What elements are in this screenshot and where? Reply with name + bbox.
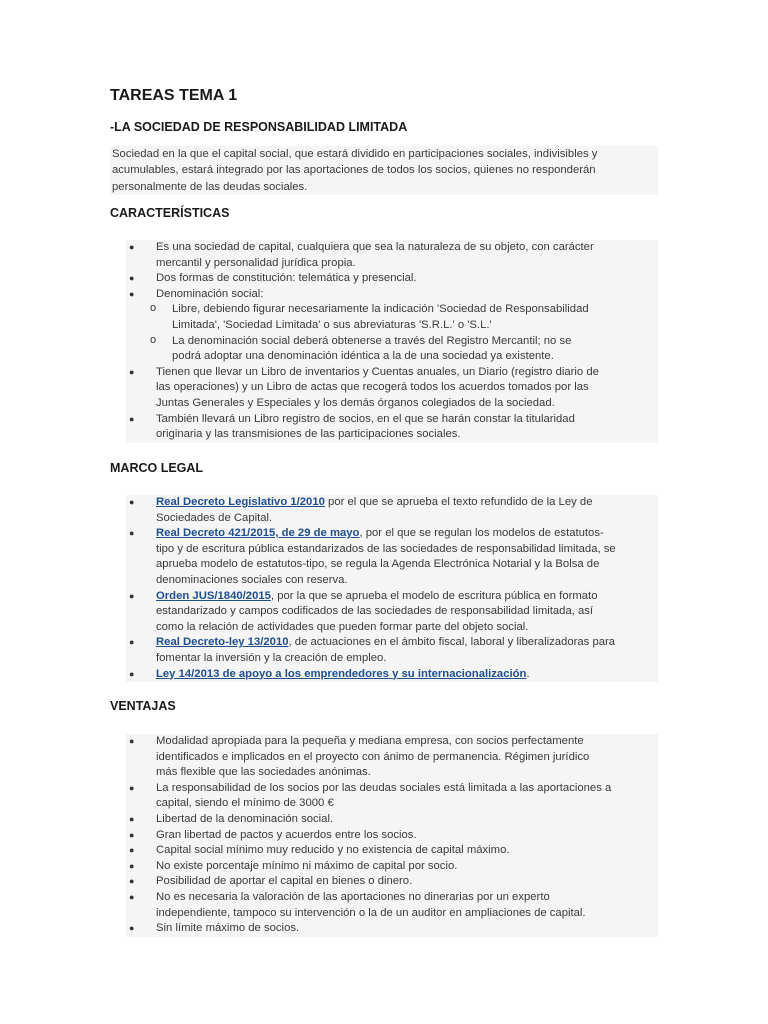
list-item bbox=[126, 526, 658, 588]
list-item bbox=[126, 495, 658, 526]
list-item-text: las operaciones) y un Libro de actas que recogerá todos los acuerdos tomados por las bbox=[156, 381, 589, 394]
bullet-icon: ● bbox=[129, 876, 135, 887]
list-item bbox=[126, 667, 658, 683]
list-item-text: capital, siendo el mínimo de 3000 € bbox=[156, 797, 334, 810]
bullet-icon: ● bbox=[129, 413, 135, 424]
bullet-icon: ● bbox=[129, 782, 135, 793]
list-item-text: Modalidad apropiada para la pequeña y mediana empresa, con socios perfectamente bbox=[156, 735, 584, 747]
list-item-text: . bbox=[526, 667, 530, 680]
bullet-icon: ● bbox=[129, 668, 135, 679]
list-item-text: fomentar la inversión y la creación de empleo. bbox=[156, 651, 387, 664]
list-item-text: Sociedades de Capital. bbox=[156, 511, 273, 524]
sub-item-text: podrá adoptar una denominación idéntica a la de una sociedad ya existente. bbox=[172, 350, 554, 363]
page-title: TAREAS TEMA 1 bbox=[110, 87, 238, 104]
law-link[interactable]: Real Decreto Legislativo 1/2010 bbox=[156, 496, 325, 508]
heading-caracteristicas: CARACTERÍSTICAS bbox=[110, 206, 230, 220]
bullet-icon: ● bbox=[129, 288, 135, 299]
sub-list-item bbox=[126, 302, 658, 333]
list-item-text: identificados e implicados en el proyecto con ánimo de permanencia. Régimen jurídico bbox=[156, 750, 590, 763]
list-item-text: No existe porcentaje mínimo ni máximo de capital por socio. bbox=[156, 859, 458, 872]
list-item-text: Gran libertad de pactos y acuerdos entre los socios. bbox=[156, 828, 417, 841]
intro-paragraph bbox=[110, 146, 658, 195]
law-link[interactable]: Real Decreto 421/2015, de 29 de mayo bbox=[156, 527, 360, 540]
list-item bbox=[126, 812, 658, 828]
circle-bullet-icon: o bbox=[150, 333, 157, 346]
list-item-text: Posibilidad de aportar el capital en bienes o dinero. bbox=[156, 875, 413, 888]
intro-line: personalmente de las deudas sociales. bbox=[112, 180, 308, 193]
list-item bbox=[126, 271, 658, 287]
list-item bbox=[126, 828, 658, 844]
heading-marco-legal: MARCO LEGAL bbox=[110, 461, 204, 475]
intro-line: acumulables, estará integrado por las aportaciones de todos los socios, quienes no responderán bbox=[112, 164, 596, 177]
bullet-icon: ● bbox=[129, 891, 135, 902]
bullet-icon: ● bbox=[129, 590, 135, 601]
sub-item-text: Limitada', 'Sociedad Limitada' o sus abreviaturas 'S.R.L.' o 'S.L.' bbox=[172, 318, 492, 331]
list-item-text: mercantil y personalidad jurídica propia. bbox=[156, 256, 356, 269]
list-item-text: Dos formas de constitución: telemática y presencial. bbox=[156, 272, 417, 285]
list-item bbox=[126, 240, 658, 271]
list-item-text: No es necesaria la valoración de las aportaciones no dinerarias por un experto bbox=[156, 890, 550, 903]
bullet-icon: ● bbox=[129, 860, 135, 871]
list-item-text: , por la que se aprueba el modelo de escritura pública en formato bbox=[270, 589, 598, 602]
bullet-icon: ● bbox=[129, 366, 135, 377]
list-item-text: Juntas Generales y Especiales y los demás órganos colegiados de la sociedad. bbox=[156, 396, 555, 409]
list-item bbox=[126, 859, 658, 875]
list-item-text: como la relación de actividades que pueden formar parte del objeto social. bbox=[156, 620, 529, 633]
list-item bbox=[126, 734, 658, 781]
law-link[interactable]: Ley 14/2013 de apoyo a los emprendedores y su internacionalización bbox=[156, 667, 527, 680]
list-item-text: Tienen que llevar un Libro de inventarios y Cuentas anuales, un Diario (registro diario de bbox=[156, 365, 599, 378]
list-item-text: independiente, tampoco su intervención o la de un auditor en ampliaciones de capital. bbox=[156, 906, 586, 919]
circle-bullet-icon: o bbox=[150, 302, 157, 315]
list-item-text: por el que se aprueba el texto refundido de la Ley de bbox=[324, 496, 593, 508]
list-item-text: Libertad de la denominación social. bbox=[156, 812, 334, 825]
list-item bbox=[126, 635, 658, 666]
list-item-text: tipo y de escritura pública estandarizados de las sociedades de responsabilidad limitada, se bbox=[156, 542, 616, 555]
list-item-text: , por el que se regulan los modelos de estatutos- bbox=[359, 527, 604, 540]
intro-line: Sociedad en la que el capital social, que estará dividido en participaciones sociales, indivisibles y bbox=[112, 148, 598, 160]
bullet-icon: ● bbox=[129, 242, 135, 252]
marco-legal-list bbox=[126, 495, 658, 682]
section-subtitle: -LA SOCIEDAD DE RESPONSABILIDAD LIMITADA bbox=[110, 120, 408, 134]
sub-list-item bbox=[126, 334, 658, 365]
list-item-text: estandarizado y campos codificados de las sociedades de responsabilidad limitada, así bbox=[156, 605, 594, 618]
bullet-icon: ● bbox=[129, 923, 135, 934]
list-item-text: La responsabilidad de los socios por las deudas sociales está limitada a las aportaciones a bbox=[156, 781, 612, 794]
list-item-text: aprueba modelo de estatutos-tipo, se regula la Agenda Electrónica Notarial y la Bolsa de bbox=[156, 558, 600, 571]
list-item bbox=[126, 843, 658, 859]
law-link[interactable]: Real Decreto-ley 13/2010 bbox=[156, 636, 289, 649]
list-item bbox=[126, 412, 658, 443]
sub-item-text: Libre, debiendo figurar necesariamente la indicación 'Sociedad de Responsabilidad bbox=[172, 303, 589, 316]
list-item-text: denominaciones sociales con reserva. bbox=[156, 573, 348, 586]
list-item-text: Denominación social: bbox=[156, 287, 264, 300]
bullet-icon: ● bbox=[129, 845, 135, 856]
bullet-icon: ● bbox=[129, 273, 135, 284]
list-item bbox=[126, 921, 658, 937]
bullet-icon: ● bbox=[129, 637, 135, 648]
list-item bbox=[126, 589, 658, 636]
ventajas-list bbox=[126, 734, 658, 937]
list-item bbox=[126, 890, 658, 921]
law-link[interactable]: Orden JUS/1840/2015 bbox=[156, 589, 271, 602]
bullet-icon: ● bbox=[129, 829, 135, 840]
list-item-text: Sin límite máximo de socios. bbox=[156, 922, 300, 935]
bullet-icon: ● bbox=[129, 736, 135, 746]
heading-ventajas: VENTAJAS bbox=[110, 699, 176, 713]
list-item-text: Es una sociedad de capital, cualquiera que sea la naturaleza de su objeto, con carácter bbox=[156, 241, 594, 253]
list-item-text: Capital social mínimo muy reducido y no existencia de capital máximo. bbox=[156, 844, 510, 857]
list-item-text: , de actuaciones en el ámbito fiscal, laboral y liberalizadoras para bbox=[288, 636, 616, 649]
caracteristicas-list bbox=[126, 240, 658, 443]
list-item-text: más flexible que las sociedades anónimas. bbox=[156, 766, 371, 779]
sub-item-text: La denominación social deberá obtenerse a través del Registro Mercantil; no se bbox=[172, 334, 572, 347]
bullet-icon: ● bbox=[129, 497, 135, 507]
list-item bbox=[126, 874, 658, 890]
list-item bbox=[126, 365, 658, 412]
list-item-text: originaria y las transmisiones de las participaciones sociales. bbox=[156, 428, 461, 441]
list-item bbox=[126, 781, 658, 812]
bullet-icon: ● bbox=[129, 813, 135, 824]
list-item-text: También llevará un Libro registro de socios, en el que se harán constar la titularidad bbox=[156, 412, 575, 425]
list-item bbox=[126, 287, 658, 365]
bullet-icon: ● bbox=[129, 528, 135, 539]
